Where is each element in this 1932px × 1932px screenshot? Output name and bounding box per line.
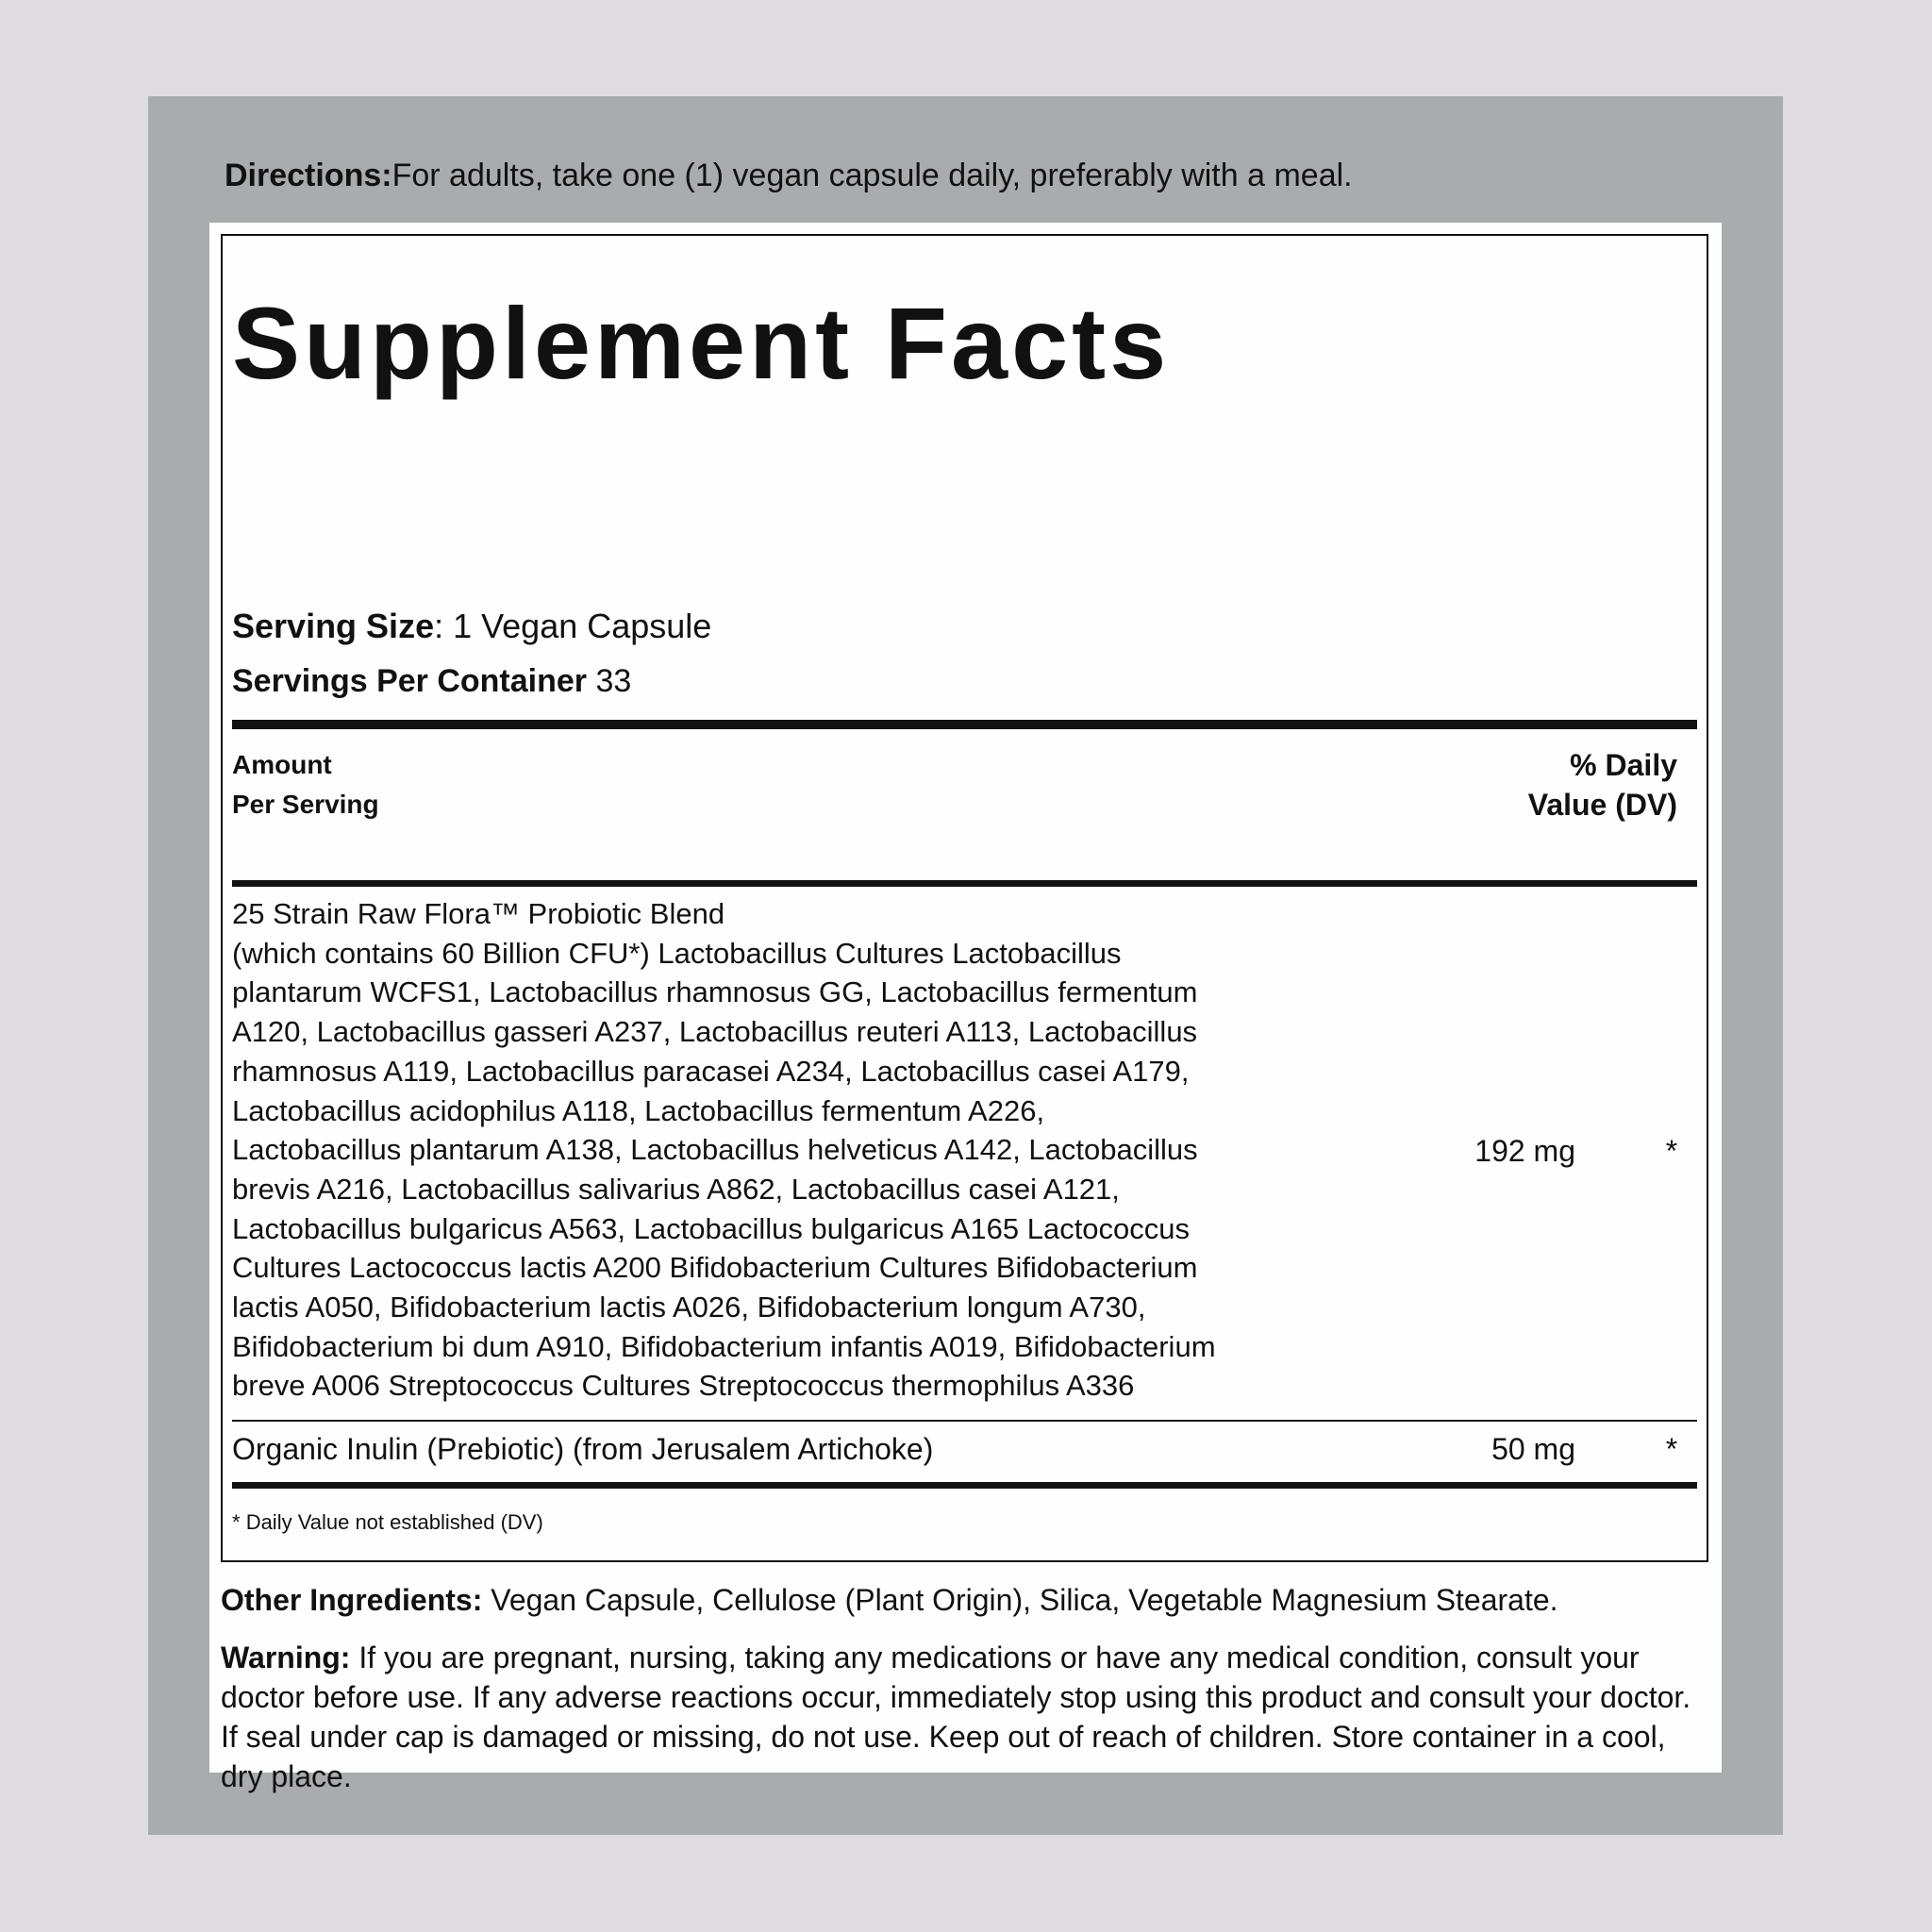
directions-label: Directions: <box>225 158 392 193</box>
other-ingredients-label: Other Ingredients: <box>221 1583 483 1617</box>
footnote-suffix: (DV) <box>494 1510 543 1534</box>
warning-label: Warning: <box>221 1641 351 1674</box>
inulin-name: Organic Inulin (Prebiotic) (from Jerusalem Artichoke) <box>232 1432 934 1466</box>
warning-block <box>221 1638 1702 1796</box>
divider-bottom <box>232 1482 1697 1489</box>
probiotic-blend-dv: * <box>1665 1134 1678 1168</box>
probiotic-blend-name: 25 Strain Raw Flora™ Probiotic Blend (which contains 60 Billion CFU*) Lactobacillus Cultures Lactobacillus plantarum WCFS1, Lactobacillus rhamnosus GG, Lactobacillus fermentum A120, Lactobacillus gasseri A237, Lactobacillus reuteri A113, Lactobacillus rhamnosus A119, Lactobacillus paracasei A234, Lactobacillus casei A179, Lactobacillus acidophilus A118, Lactobacillus fermentum A226, Lactobacillus plantarum A138, Lactobacillus helveticus A142, Lactobacillus brevis A216, Lactobacillus salivarius A862, Lactobacillus casei A121, Lactobacillus bulgaricus A563, Lactobacillus bulgaricus A165 Lactococcus Cultures Lactococcus lactis A200 Bifidobacterium Cultures Bifidobacterium lactis A050, Bifidobacterium lactis A026, Bifidobacterium longum A730, Bifidobacterium bi dum A910, Bifidobacterium infantis A019, Bifidobacterium breve A006 Streptococcus Cultures Streptococcus thermophilus A336 <box>232 897 1216 1403</box>
divider-header <box>232 880 1697 887</box>
per-serving-label: Per Serving <box>232 790 379 819</box>
amount-label: Amount <box>232 750 332 779</box>
facts-title: Supplement Facts <box>232 286 1171 400</box>
daily-value-header: % Daily Value (DV) <box>1527 748 1677 822</box>
serving-size-value: : 1 Vegan Capsule <box>434 607 712 645</box>
directions-line <box>225 153 1353 198</box>
directions-text: For adults, take one (1) vegan capsule daily, preferably with a meal. <box>391 158 1353 193</box>
other-ingredients <box>221 1577 1558 1623</box>
amount-header <box>232 745 379 824</box>
divider-row <box>232 1420 1697 1422</box>
other-ingredients-text: Vegan Capsule, Cellulose (Plant Origin), Silica, Vegetable Magnesium Stearate. <box>482 1583 1558 1617</box>
serving-size <box>232 604 711 649</box>
serving-size-label: Serving Size <box>232 607 435 645</box>
servings-per-label: Servings Per Container <box>232 663 588 699</box>
servings-per-value: 33 <box>595 663 632 699</box>
probiotic-blend-amount: 192 mg <box>1474 1134 1575 1168</box>
dv-footnote <box>232 1507 543 1538</box>
inulin-amount: 50 mg <box>1491 1432 1575 1466</box>
footnote-text: Daily Value not established <box>245 1510 495 1534</box>
servings-per-container <box>232 658 631 704</box>
divider-thick <box>232 720 1697 729</box>
inulin-dv: * <box>1665 1432 1678 1466</box>
footnote-prefix: * <box>232 1510 246 1534</box>
warning-text: If you are pregnant, nursing, taking any medications or have any medical condition, consult your doctor before use. If any adverse reactions occur, immediately stop using this product and consult your doctor. If seal under cap is damaged or missing, do not use. Keep out of reach of children. Store container in a cool, dry place. <box>221 1641 1691 1793</box>
